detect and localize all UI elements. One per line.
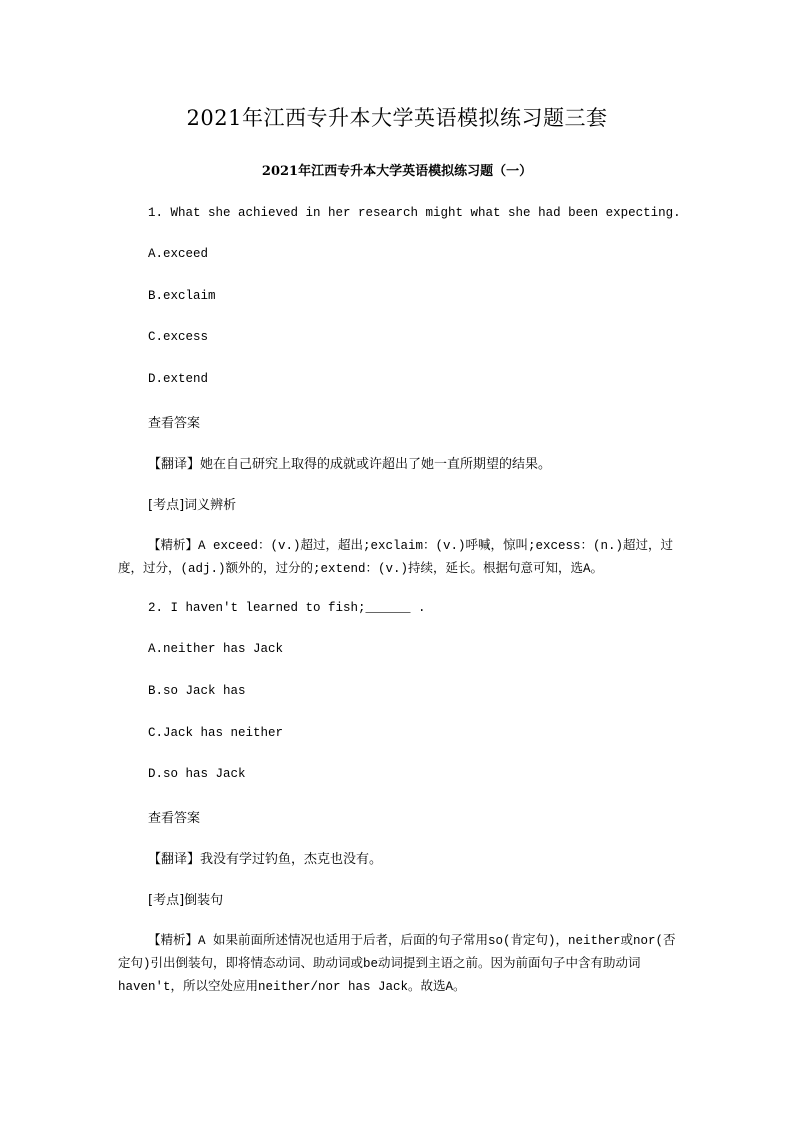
- document-title: 2021年江西专升本大学英语模拟练习题三套: [186, 106, 608, 130]
- q2-analysis-text: A 如果前面所述情况也适用于后者，后面的句子常用so(肯定句)，neither或nor(否定句)引出倒装句，即将情态动词、助动词或be动词提到主语之前。因为前面句子中含有助动词haven't，所以空处应用neither/nor has Jack。故选A。: [118, 934, 676, 994]
- q1-test-point: [考点]词义辨析: [148, 498, 237, 513]
- q2-option-b[interactable]: B.so Jack has: [148, 684, 246, 698]
- q1-option-a[interactable]: A.exceed: [148, 247, 209, 261]
- q1-analysis: [118, 534, 678, 580]
- q1-option-b[interactable]: B.exclaim: [148, 289, 216, 303]
- q1-translation: 【翻译】她在自己研究上取得的成就或许超出了她一直所期望的结果。: [148, 457, 552, 472]
- q2-view-answer-link[interactable]: 查看答案: [148, 811, 201, 826]
- q1-view-answer-link[interactable]: 查看答案: [148, 416, 201, 431]
- q2-option-d[interactable]: D.so has Jack: [148, 767, 246, 781]
- question-2-text: 2. I haven't learned to fish;______ .: [148, 601, 426, 615]
- q1-option-c[interactable]: C.excess: [148, 330, 209, 344]
- section-subtitle: 2021年江西专升本大学英语模拟练习题（一）: [261, 164, 533, 179]
- q2-option-a[interactable]: A.neither has Jack: [148, 642, 284, 656]
- q2-translation: 【翻译】我没有学过钓鱼，杰克也没有。: [148, 852, 383, 867]
- question-1-text: 1. What she achieved in her research might what she had been expecting.: [148, 206, 681, 220]
- q1-option-d[interactable]: D.extend: [148, 372, 209, 386]
- q2-option-c[interactable]: C.Jack has neither: [148, 726, 284, 740]
- q1-analysis-text: A exceed：(v.)超过，超出;exclaim：(v.)呼喊，惊叫;excess：(n.)超过，过度，过分，(adj.)额外的，过分的;extend：(v.)持续，延长。根据句意可知，选A。: [118, 539, 674, 576]
- q2-analysis: [118, 929, 678, 998]
- q1-analysis-label: 【精析】: [148, 537, 199, 552]
- q2-test-point: [考点]倒装句: [148, 893, 224, 908]
- q2-analysis-label: 【精析】: [148, 932, 199, 947]
